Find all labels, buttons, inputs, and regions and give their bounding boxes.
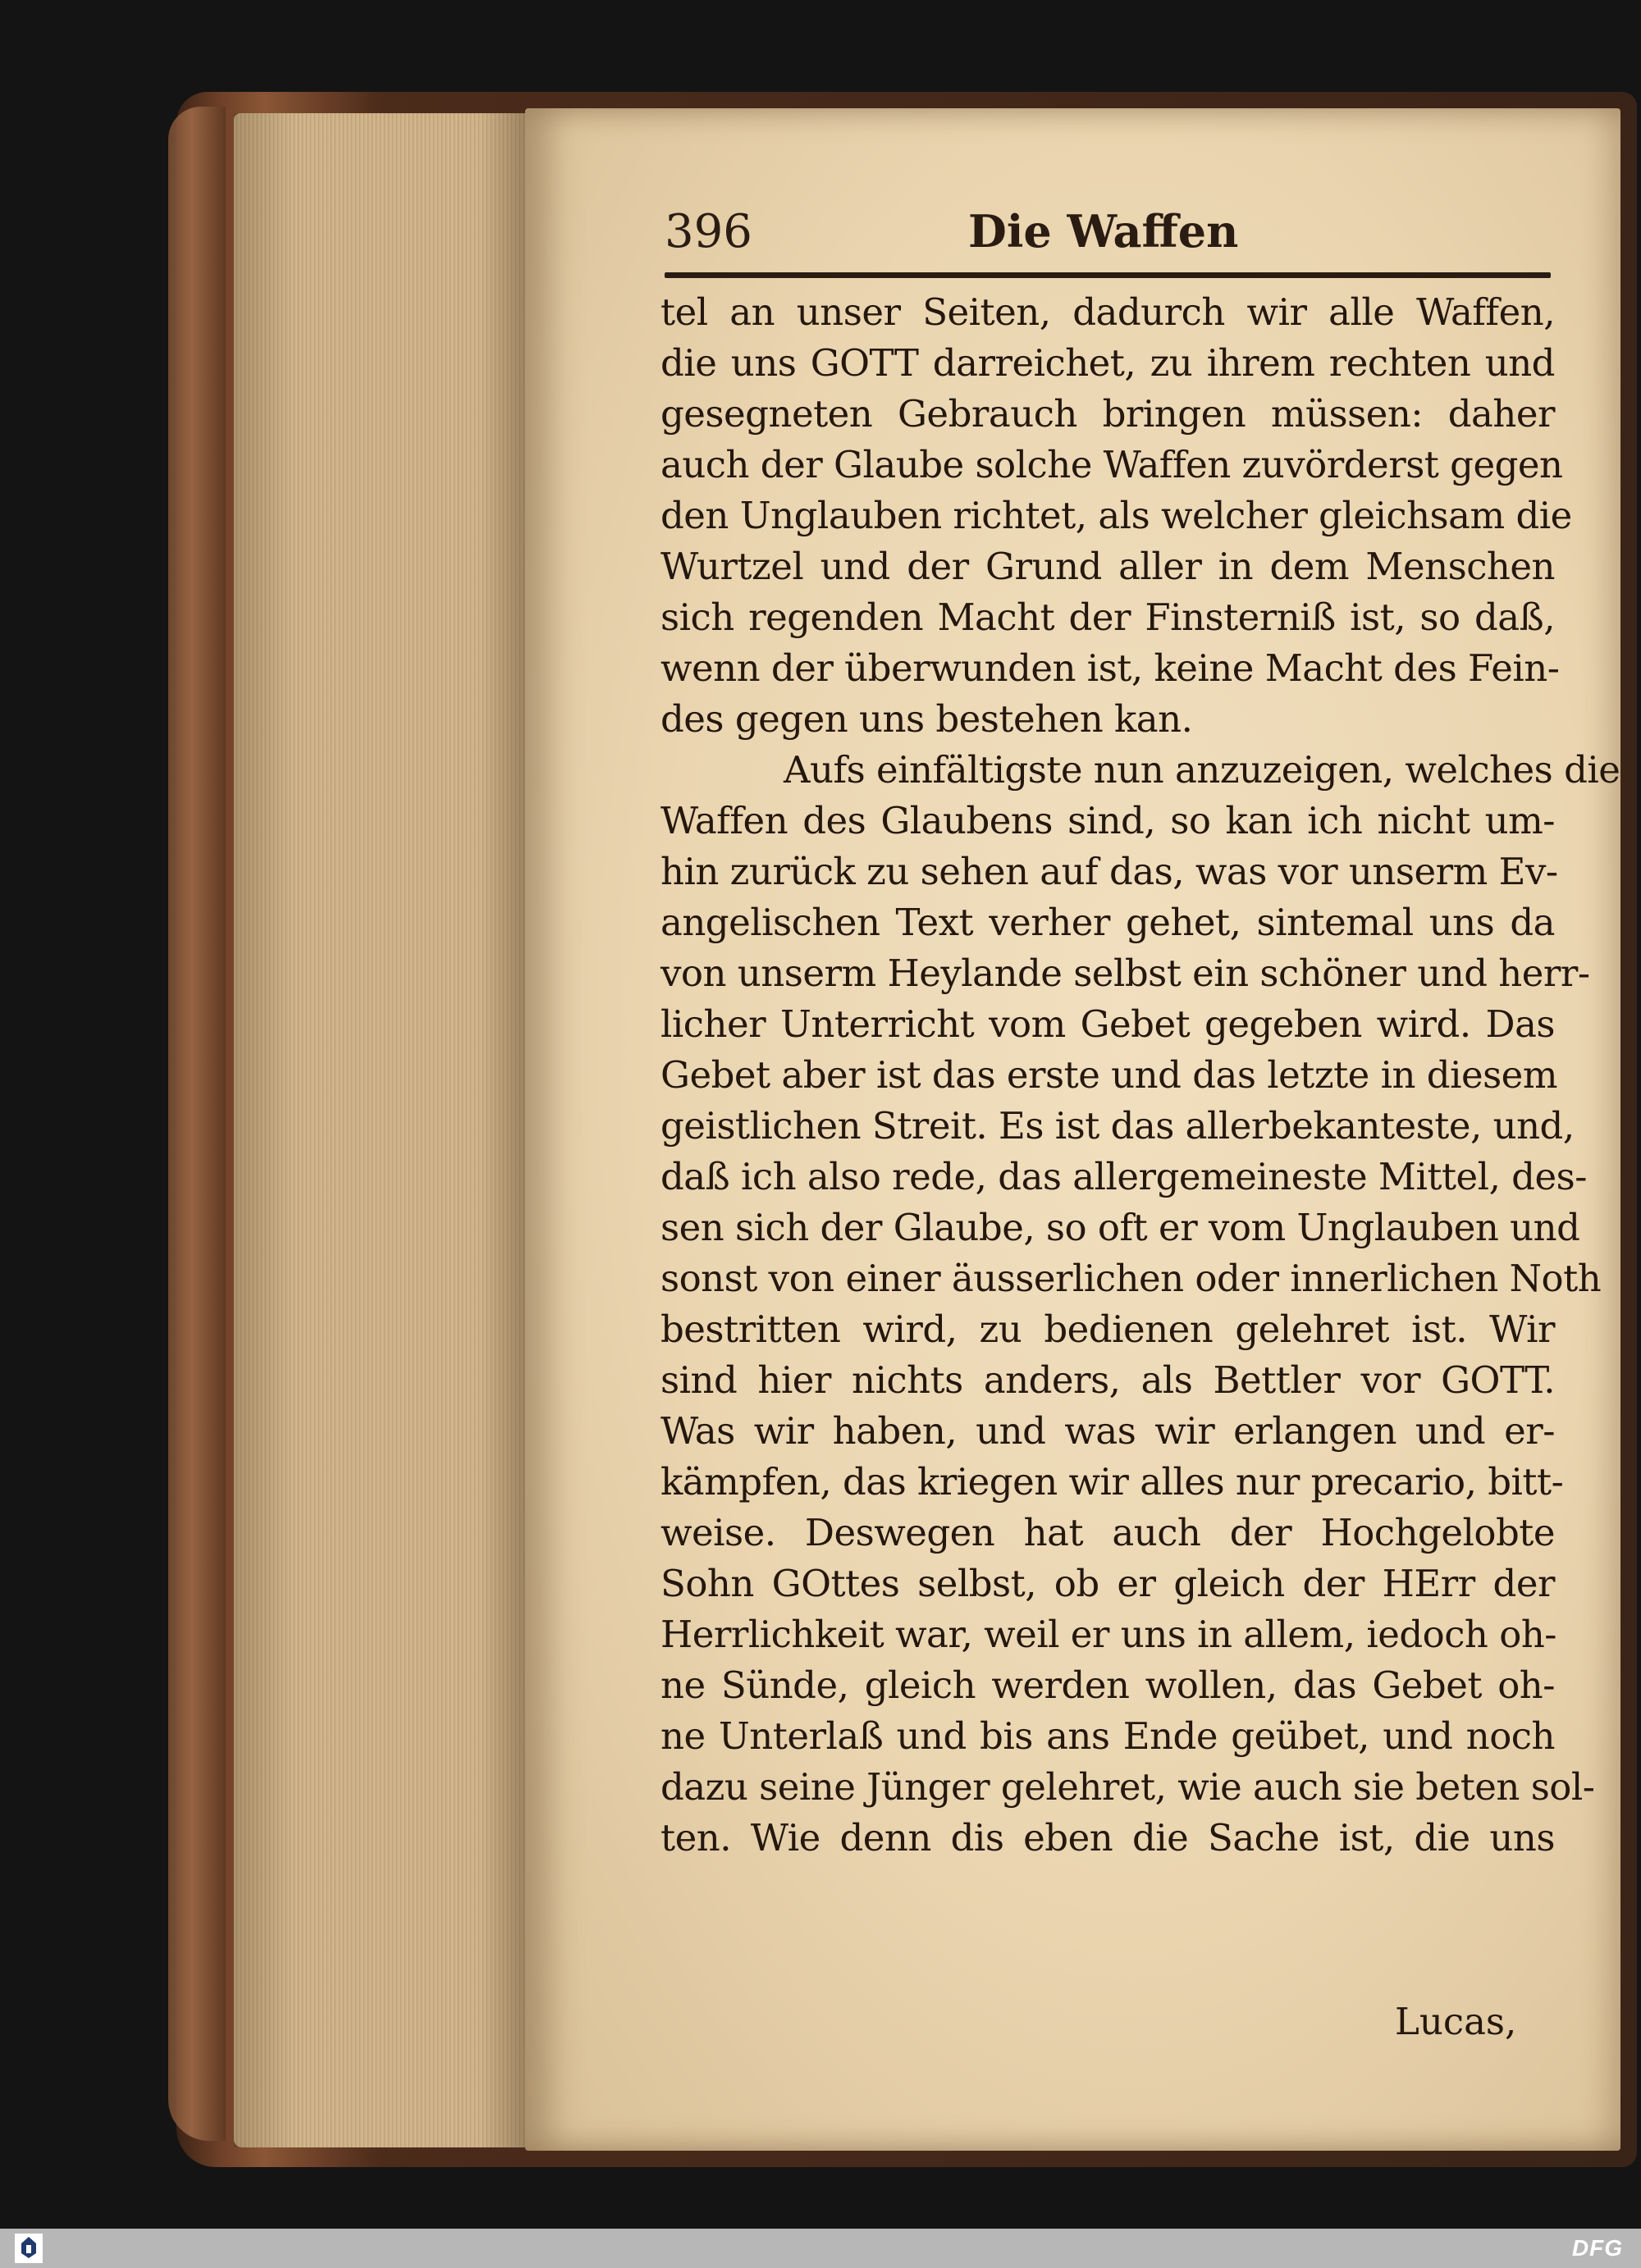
catchword: Lucas, [1395,2000,1517,2043]
text-line: sich regenden Macht der Finsterniß ist, so daß, [661,596,1555,639]
text-line: Wurtzel und der Grund aller in dem Menschen [661,545,1555,588]
book-page [525,108,1620,2151]
text-line: ten. Wie denn dis eben die Sache ist, die uns [661,1816,1555,1860]
dfg-logo: DFG [1571,2235,1623,2261]
text-line: wenn der überwunden ist, keine Macht des Fein- [661,646,1560,690]
text-line: Gebet aber ist das erste und das letzte in diesem [661,1053,1557,1097]
text-line: sind hier nichts anders, als Bettler vor GOTT. [661,1358,1555,1402]
text-line: dazu seine Jünger gelehret, wie auch sie beten sol- [661,1765,1595,1809]
text-line: kämpfen, das kriegen wir alles nur precario, bitt- [661,1460,1564,1504]
text-line: auch der Glaube solche Waffen zuvörderst gegen [661,443,1563,486]
text-line: die uns GOTT darreichet, zu ihrem rechten und [661,341,1555,385]
page-fore-edge [234,113,542,2147]
viewer-footer-bar [0,2229,1641,2268]
text-line: bestritten wird, zu bedienen gelehret ist. Wir [661,1307,1555,1351]
text-line: hin zurück zu sehen auf das, was vor unserm Ev- [661,850,1558,893]
text-line: gesegneten Gebrauch bringen müssen: daher [661,392,1555,436]
text-line: weise. Deswegen hat auch der Hochgelobte [661,1511,1555,1554]
text-line: licher Unterricht vom Gebet gegeben wird. Das [661,1002,1555,1046]
book-spine [168,107,226,2141]
text-line: des gegen uns bestehen kan. [661,697,1193,741]
text-line: angelischen Text verher gehet, sintemal uns da [661,901,1555,944]
text-line: ne Sünde, gleich werden wollen, das Gebet oh- [661,1663,1555,1707]
text-line: Aufs einfältigste nun anzuzeigen, welches die [784,748,1620,792]
body-text [661,287,1620,1864]
text-line: sonst von einer äusserlichen oder innerlichen Noth [661,1257,1602,1300]
page-number: 396 [665,205,752,258]
text-line: Sohn GOttes selbst, ob er gleich der HErr der [661,1562,1555,1605]
running-title: Die Waffen [968,205,1239,258]
text-line: den Unglauben richtet, als welcher gleichsam die [661,494,1572,537]
text-line: tel an unser Seiten, dadurch wir alle Waffen, [661,290,1555,334]
text-line: sen sich der Glaube, so oft er vom Unglauben und [661,1206,1580,1249]
header-rule [665,272,1551,278]
text-line: ne Unterlaß und bis ans Ende geübet, und noch [661,1714,1555,1758]
text-line: daß ich also rede, das allergemeineste Mittel, des- [661,1155,1587,1198]
text-line: geistlichen Streit. Es ist das allerbekanteste, und, [661,1104,1575,1148]
library-logo-icon[interactable] [15,2234,43,2263]
text-line: Herrlichkeit war, weil er uns in allem, iedoch oh- [661,1613,1557,1656]
page-header [665,205,1485,262]
text-line: Waffen des Glaubens sind, so kan ich nicht um- [661,799,1555,842]
text-line: Was wir haben, und was wir erlangen und er- [661,1409,1555,1453]
text-line: von unserm Heylande selbst ein schöner und herr- [661,951,1590,995]
